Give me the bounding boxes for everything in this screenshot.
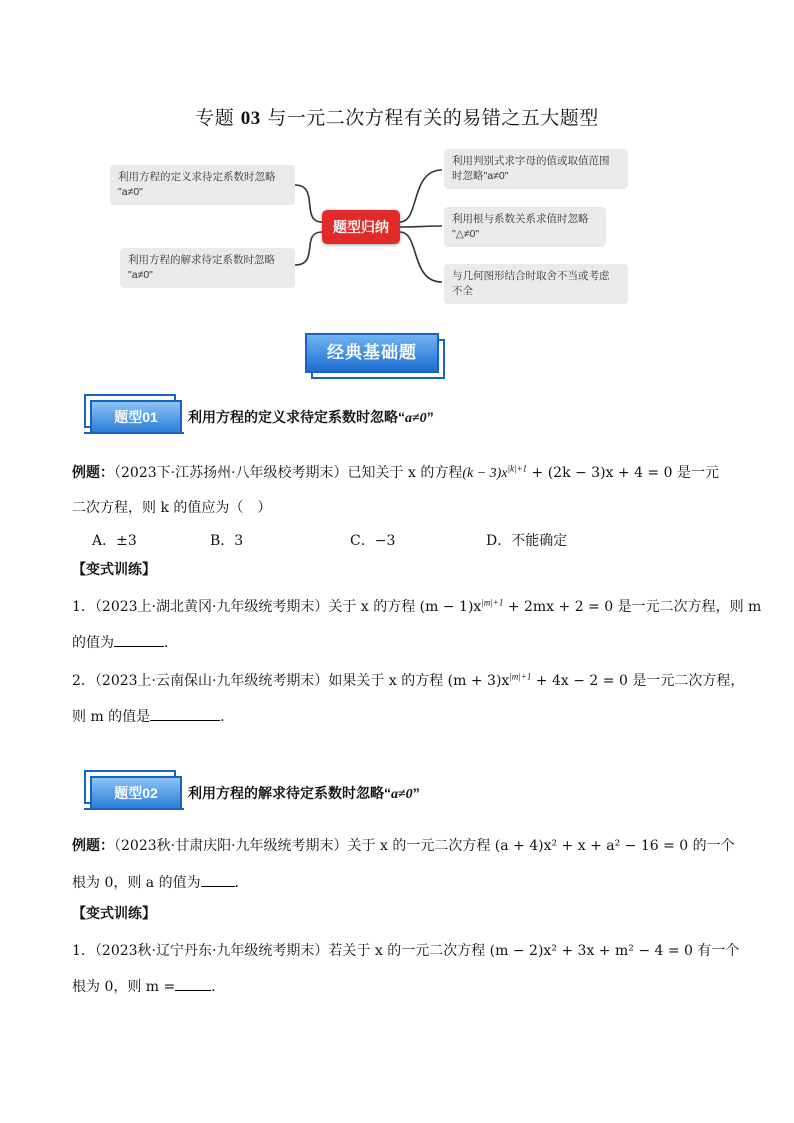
variant1-line2: 的值为 ． [72, 635, 178, 651]
mindmap-node-left-1: 利用方程的定义求待定系数时忽略 "a≠0" [110, 165, 295, 205]
variant2-line2: 则 m 的值是 ． [72, 709, 235, 725]
type01-title: 利用方程的定义求待定系数时忽略“a≠0” [188, 409, 434, 426]
section-banner: 经典基础题 [305, 333, 439, 377]
mindmap-node-right-3: 与几何图形结合时取舍不当或考虑 不全 [444, 264, 628, 304]
option-a: A．±3 [92, 533, 137, 549]
example1-line2: 二次方程，则 k 的值应为（ ） [72, 500, 272, 516]
mindmap-node-right-1: 利用判别式求字母的值或取值范围 时忽略"a≠0" [444, 149, 628, 189]
type02-title: 利用方程的解求待定系数时忽略“a≠0” [188, 785, 420, 802]
variant-heading-1: 【变式训练】 [72, 562, 156, 578]
variant1-line1: 1．（2023上·湖北黄冈·九年级统考期末）关于 x 的方程 $(m - 1)x^{|m|+1} + 2mx + 2 = 0$ 是一元二次方程，则 m [72, 597, 762, 615]
variant-heading-2: 【变式训练】 [72, 906, 156, 922]
example2-line2: 根为 0，则 a 的值为 ． [72, 875, 249, 891]
variant3-line2: 根为 0，则 m = ． [72, 979, 226, 995]
type02-label: 题型02 [90, 776, 182, 810]
option-b: B．3 [210, 533, 244, 549]
mindmap-center: 题型归纳 [322, 210, 400, 244]
type01-label: 题型01 [90, 400, 182, 434]
type02-underline [84, 808, 184, 810]
variant3-line1: 1．（2023秋·辽宁丹东·九年级统考期末）若关于 x 的一元二次方程 (m − 2)x² + 3x + m² − 4 = 0 有一个 [72, 943, 740, 959]
option-c: C．−3 [350, 533, 396, 549]
page-title: 专题 03 与一元二次方程有关的易错之五大题型 [195, 107, 599, 129]
mindmap-node-left-2: 利用方程的解求待定系数时忽略 "a≠0" [120, 248, 295, 288]
mindmap-node-right-2: 利用根与系数关系求值时忽略 "△≠0" [444, 207, 606, 247]
type01-underline [84, 432, 184, 434]
option-d: D．不能确定 [486, 533, 568, 549]
example1-line1: 例题：（2023下·江苏扬州·八年级校考期末）已知关于 x 的方程$(k - 3)x^{|k|+1} + (2k - 3)x + 4 = 0$ 是一元 [72, 463, 719, 481]
variant2-line1: 2．（2023上·云南保山·九年级统考期末）如果关于 x 的方程 $(m + 3)x^{|m|+1} + 4x - 2 = 0$ 是一元二次方程， [72, 671, 745, 689]
example2-line1: 例题：（2023秋·甘肃庆阳·九年级统考期末）关于 x 的一元二次方程 (a + 4)x² + x + a² − 16 = 0 的一个 [72, 838, 735, 854]
